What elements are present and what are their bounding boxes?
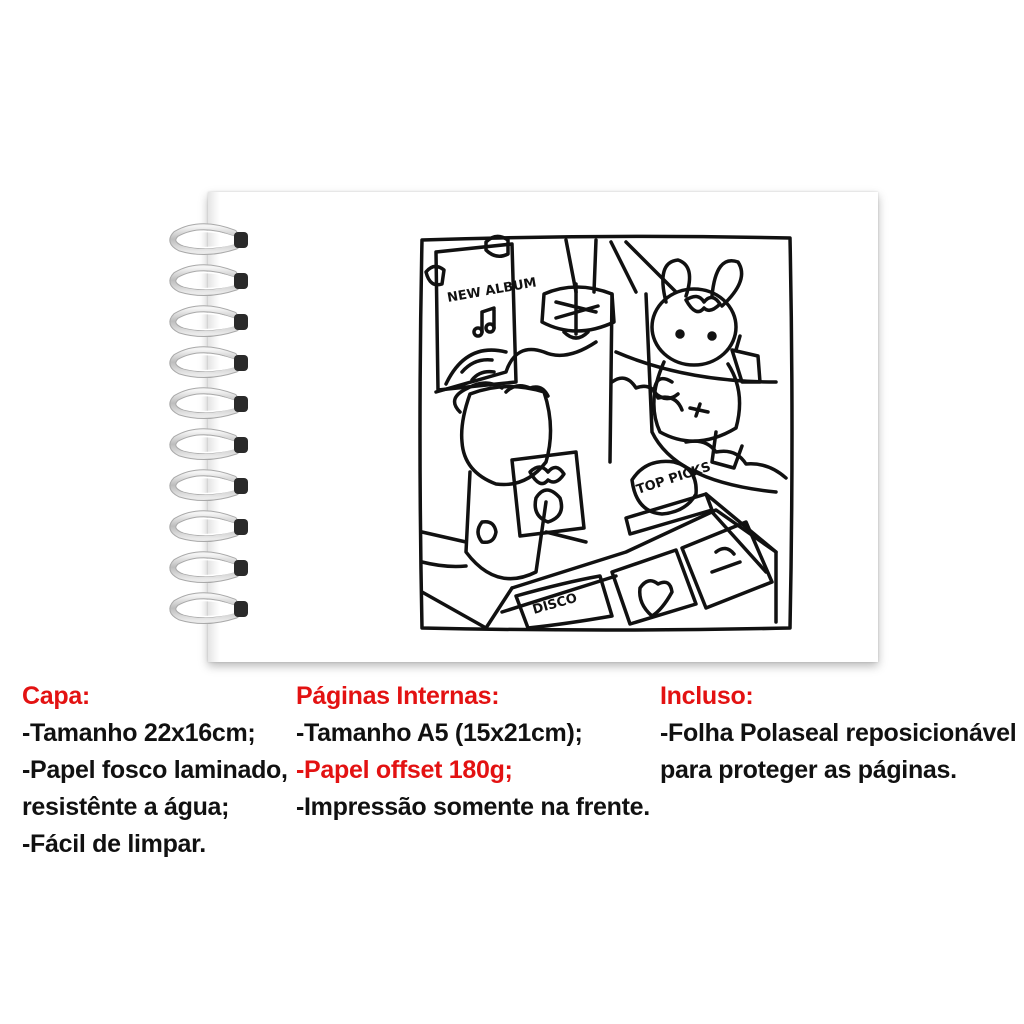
notebook-product-image: [160, 188, 890, 670]
spiral-ring: [173, 391, 248, 416]
poster-text: NEW ALBUM: [446, 275, 538, 306]
paginas-line-highlight: -Papel offset 180g;: [296, 756, 513, 784]
incluso-line: -Folha Polaseal reposicionável: [660, 719, 1017, 747]
section-paginas-title: Páginas Internas:: [296, 682, 500, 710]
incluso-line: para proteger as páginas.: [660, 756, 957, 784]
capa-line: -Papel fosco laminado,: [22, 756, 288, 784]
section-incluso: [660, 678, 1024, 789]
coloring-page-illustration: [416, 232, 796, 632]
top-picks-sign-text: TOP PICKS: [634, 459, 713, 498]
section-paginas-internas: [296, 678, 660, 826]
capa-line: -Fácil de limpar.: [22, 830, 206, 858]
spiral-ring: [173, 555, 248, 580]
spiral-ring: [173, 309, 248, 334]
capa-line: resistênte a água;: [22, 793, 230, 821]
paginas-line: -Tamanho A5 (15x21cm);: [296, 719, 583, 747]
spiral-ring: [173, 514, 248, 539]
spiral-ring: [173, 432, 248, 457]
notebook-cover: [208, 192, 878, 662]
paginas-line: -Impressão somente na frente.: [296, 793, 650, 821]
spiral-ring: [173, 350, 248, 375]
section-capa: [22, 678, 294, 863]
spiral-binding: [160, 188, 280, 670]
section-capa-title: Capa:: [22, 682, 90, 710]
spiral-ring: [173, 473, 248, 498]
spiral-ring: [173, 596, 248, 621]
spiral-ring: [173, 227, 248, 252]
spiral-ring: [173, 268, 248, 293]
section-incluso-title: Incluso:: [660, 682, 754, 710]
disco-label-text: DISCO: [530, 590, 579, 618]
capa-line: -Tamanho 22x16cm;: [22, 719, 256, 747]
